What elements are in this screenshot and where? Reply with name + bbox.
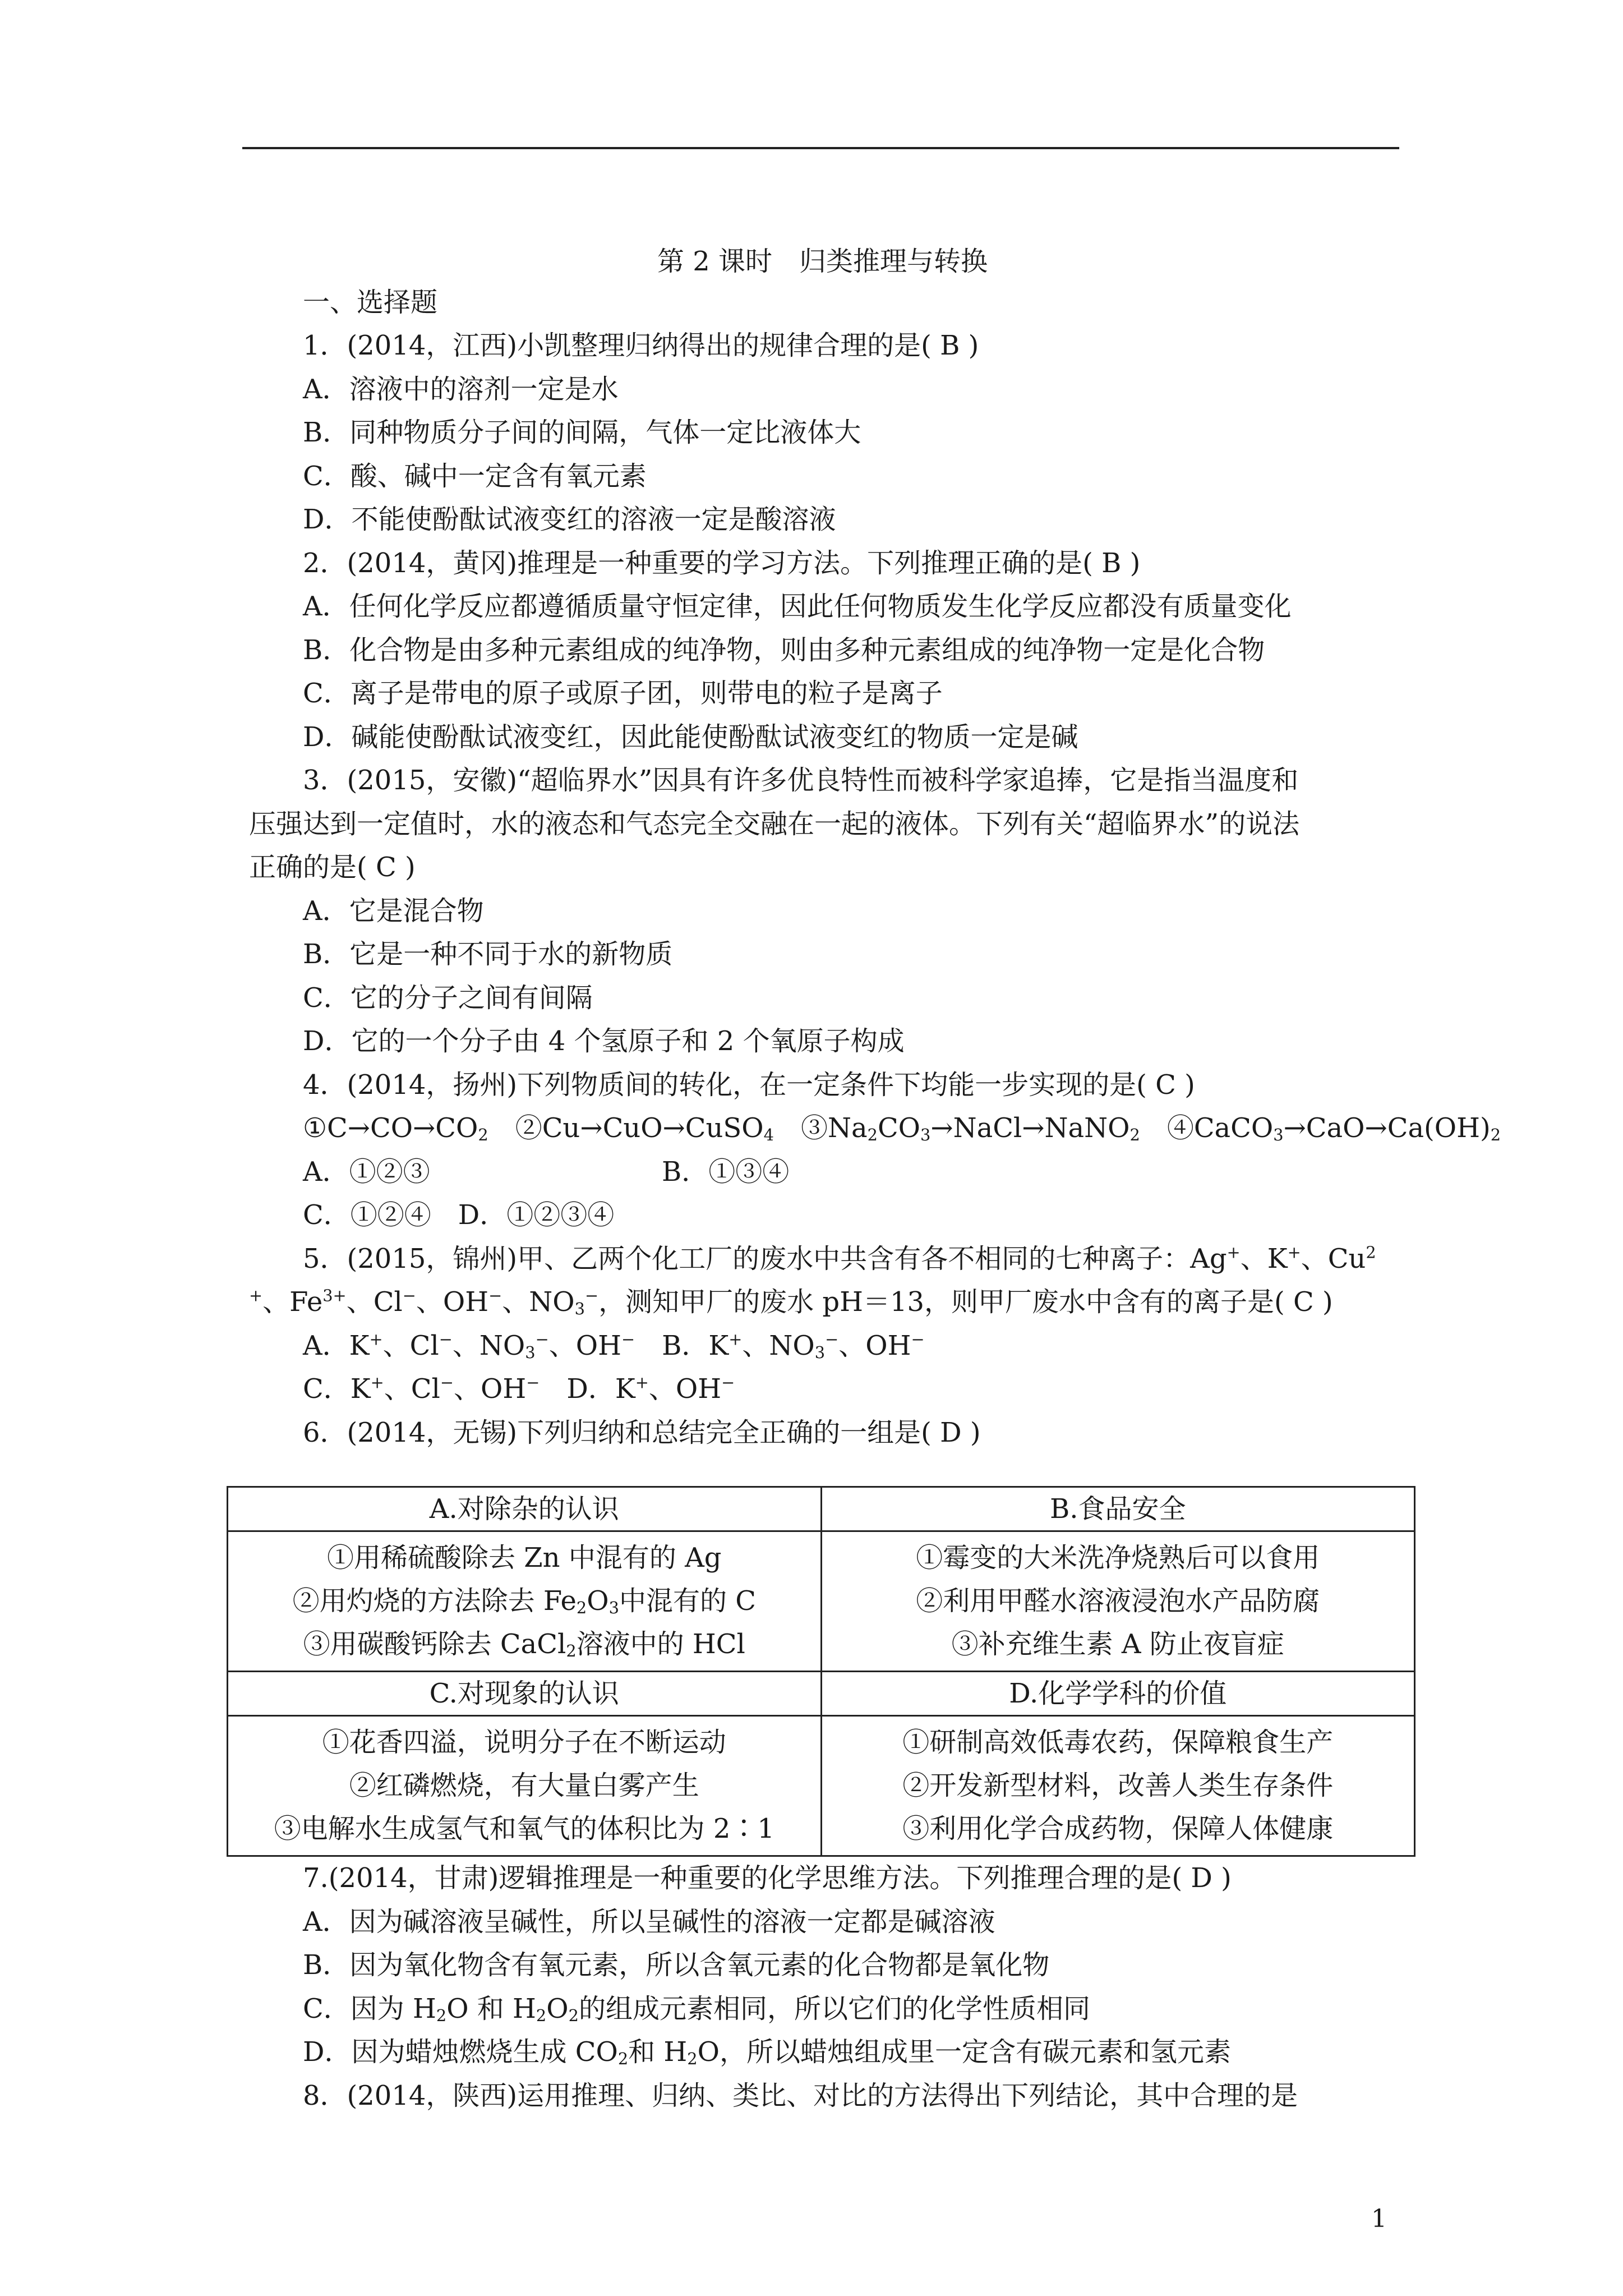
question-2-stem: 2．(2014，黄冈)推理是一种重要的学习方法。下列推理正确的是( B ) [303, 547, 1141, 579]
question-6-table [227, 1486, 1415, 1857]
question-8-stem: 8．(2014，陕西)运用推理、归纳、类比、对比的方法得出下列结论，其中合理的是 [303, 2079, 1298, 2111]
question-2-option-a: A．任何化学反应都遵循质量守恒定律，因此任何物质发生化学反应都没有质量变化 [303, 591, 1292, 623]
table-c-item-1: ①花香四溢，说明分子在不断运动 [322, 1727, 726, 1759]
question-7-option-a: A．因为碱溶液呈碱性，所以呈碱性的溶液一定都是碱溶液 [303, 1906, 995, 1938]
table-cell-c [228, 1716, 822, 1856]
table-cell-a [228, 1531, 822, 1672]
question-3-option-c: C．它的分子之间有间隔 [303, 982, 593, 1014]
question-7-stem: 7.(2014，甘肃)逻辑推理是一种重要的化学思维方法。下列推理合理的是( D ) [303, 1862, 1232, 1894]
question-4-options-cd: C．①②④ D．①②③④ [303, 1199, 615, 1231]
question-4-stem: 4．(2014，扬州)下列物质间的转化，在一定条件下均能一步实现的是( C ) [303, 1069, 1195, 1101]
table-header-d: D.化学学科的价值 [821, 1672, 1415, 1716]
table-b-item-1: ①霉变的大米洗净烧熟后可以食用 [916, 1542, 1320, 1574]
question-1-stem: 1．(2014，江西)小凯整理归纳得出的规律合理的是( B ) [303, 330, 979, 362]
table-cell-b [821, 1531, 1415, 1672]
question-1-option-a: A．溶液中的溶剂一定是水 [303, 373, 619, 405]
table-header-b: B.食品安全 [821, 1487, 1415, 1531]
table-header-a: A.对除杂的认识 [228, 1487, 822, 1531]
question-5-stem-line-2: +、$Fe^{3+}$、Cl−、OH−、$NO_3^-$，测知甲厂的废水 pH＝13，则甲厂废水中含有的离子是( C ) [249, 1286, 1333, 1319]
table-a-item-2: ②用灼烧的方法除去 $Fe_2O_3$中混有的 C [292, 1585, 756, 1618]
question-5-stem-line-1: 5．(2015，锦州)甲、乙两个化工厂的废水中共含有各不相同的七种离子：Ag+、K+、Cu$^2$ [303, 1243, 1376, 1274]
question-7-option-c: C．因为 $H_2O$ 和 $H_2O_2$的组成元素相同，所以它们的化学性质相同 [303, 1993, 1090, 2025]
table-header-c: C.对现象的认识 [228, 1672, 822, 1716]
table-b-item-3: ③补充维生素 A 防止夜盲症 [951, 1628, 1284, 1660]
table-a-item-1: ①用稀硫酸除去 Zn 中混有的 Ag [327, 1542, 722, 1574]
question-3-option-d: D．它的一个分子由 4 个氢原子和 2 个氧原子构成 [303, 1025, 905, 1057]
table-d-item-1: ①研制高效低毒农药，保障粮食生产 [902, 1727, 1334, 1759]
question-4-options-ab: A．①②③ B．①③④ [303, 1156, 790, 1188]
question-3-option-a: A．它是混合物 [303, 895, 484, 927]
question-2-option-c: C．离子是带电的原子或原子团，则带电的粒子是离子 [303, 678, 943, 710]
question-7-option-b: B．因为氧化物含有氧元素，所以含氧元素的化合物都是氧化物 [303, 1949, 1050, 1981]
question-4-conversion-chains: $①C\to CO\to CO_2$ ②Cu→CuO→CuSO$_4$ $③Na_2CO_3\to NaCl\to NaNO_2$ $④CaCO_3\to CaO\to Ca(OH)_2$ [303, 1112, 1501, 1145]
table-cell-d [821, 1716, 1415, 1856]
question-1-option-b: B．同种物质分子间的间隔，气体一定比液体大 [303, 417, 861, 449]
question-3-stem-line-2: 压强达到一定值时，水的液态和气态完全交融在一起的液体。下列有关“超临界水”的说法 [249, 808, 1300, 840]
table-a-item-3: ③用碳酸钙除去 CaCl$_2$溶液中的 HCl [303, 1628, 745, 1661]
question-2-option-b: B．化合物是由多种元素组成的纯净物，则由多种元素组成的纯净物一定是化合物 [303, 634, 1265, 666]
question-5-options-ab: A．K+、Cl−、$NO_3^-$、OH− B．K+、$NO_3^-$、OH− [303, 1329, 925, 1362]
question-3-option-b: B．它是一种不同于水的新物质 [303, 938, 673, 970]
question-5-options-cd: C．K+、Cl−、OH− D．K+、OH− [303, 1373, 735, 1405]
document-body [249, 246, 1501, 2118]
question-6-stem: 6．(2014，无锡)下列归纳和总结完全正确的一组是( D ) [303, 1416, 981, 1448]
section-heading: 一、选择题 [303, 286, 438, 318]
question-3-stem-line-1: 3．(2015，安徽)“超临界水”因具有许多优良特性而被科学家追捧，它是指当温度和 [303, 765, 1299, 797]
question-2-option-d: D．碱能使酚酞试液变红，因此能使酚酞试液变红的物质一定是碱 [303, 721, 1078, 753]
page-number: 1 [1371, 2205, 1387, 2233]
header-rule [242, 147, 1399, 149]
question-7-option-d: D．因为蜡烛燃烧生成 $CO_2$和 $H_2O$，所以蜡烛组成里一定含有碳元素和氢元素 [303, 2036, 1231, 2069]
table-c-item-3: ③电解水生成氢气和氧气的体积比为 2∶1 [274, 1813, 774, 1845]
page-title: 第 2 课时 归类推理与转换 [657, 246, 988, 277]
question-1-option-d: D．不能使酚酞试液变红的溶液一定是酸溶液 [303, 504, 836, 536]
question-1-option-c: C．酸、碱中一定含有氧元素 [303, 460, 647, 492]
question-3-stem-line-3: 正确的是( C ) [249, 852, 416, 884]
table-d-item-3: ③利用化学合成药物，保障人体健康 [902, 1813, 1334, 1845]
table-d-item-2: ②开发新型材料，改善人类生存条件 [902, 1770, 1334, 1802]
table-b-item-2: ②利用甲醛水溶液浸泡水产品防腐 [916, 1585, 1320, 1617]
table-c-item-2: ②红磷燃烧，有大量白雾产生 [349, 1770, 699, 1802]
